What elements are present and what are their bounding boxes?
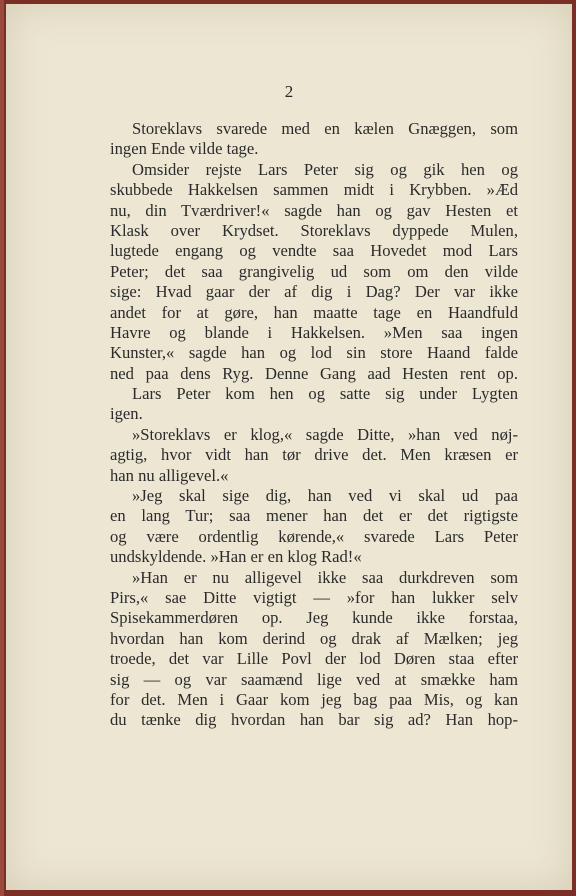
text-line: en lang Tur; saa mener han det er det rigtigste	[110, 506, 518, 526]
text-line: Pirs,« sae Ditte vigtigt — »for han lukker selv	[110, 587, 518, 607]
text-line: sige: Hvad gaar der af dig i Dag? Der var ikke	[110, 282, 518, 302]
text-line: Klask over Krydset. Storeklavs dyppede Mulen,	[110, 220, 518, 240]
text-line: ned paa dens Ryg. Denne Gang aad Hesten rent op.	[110, 363, 518, 383]
text-line: skubbede Hakkelsen sammen midt i Krybben. »Æd	[110, 180, 518, 200]
text-line: Omsider rejste Lars Peter sig og gik hen og	[132, 159, 518, 179]
text-line: »Storeklavs er klog,« sagde Ditte, »han ved nøj-	[132, 424, 518, 444]
body-text	[110, 119, 518, 731]
page-number: 2	[284, 82, 294, 101]
text-line: Storeklavs svarede med en kælen Gnæggen, som	[132, 119, 518, 138]
text-line: Lars Peter kom hen og satte sig under Lygten	[132, 384, 518, 404]
text-line: andet for at gøre, han maatte tage en Haandfuld	[110, 302, 518, 322]
text-line: hvordan han kom derind og drak af Mælken; jeg	[110, 628, 518, 648]
text-line: agtig, hvor vidt han tør drive det. Men kræsen er	[110, 445, 518, 465]
book-spine-edge	[0, 0, 4, 896]
text-line: igen.	[110, 404, 143, 424]
text-line: Peter; det saa grangivelig ud som om den vilde	[110, 261, 518, 281]
text-line: Havre og blande i Hakkelsen. »Men saa ingen	[110, 322, 518, 342]
text-line: han nu alligevel.«	[110, 465, 229, 485]
text-line: »Han er nu alligevel ikke saa durkdreven som	[132, 567, 518, 587]
text-line: ingen Ende vilde tage.	[110, 139, 259, 159]
text-line: Kunster,« sagde han og lod sin store Haand falde	[110, 343, 518, 363]
text-line: nu, din Tværdriver!« sagde han og gav Hesten et	[110, 200, 518, 220]
text-line: for det. Men i Gaar kom jeg bag paa Mis, og kan	[110, 689, 518, 709]
text-line: troede, det var Lille Povl der lod Døren staa efter	[110, 649, 518, 669]
text-line: Spisekammerdøren op. Jeg kunde ikke forstaa,	[110, 608, 518, 628]
text-line: sig — og var saamænd lige ved at smække ham	[110, 669, 518, 689]
text-line: lugtede engang og vendte saa Hovedet mod Lars	[110, 241, 518, 261]
text-line: »Jeg skal sige dig, han ved vi skal ud paa	[132, 486, 518, 506]
text-line: og være ordentlig kørende,« svarede Lars Peter	[110, 526, 518, 546]
text-line: undskyldende. »Han er en klog Rad!«	[110, 547, 362, 567]
text-line: du tænke dig hvordan han bar sig ad? Han hop-	[110, 710, 518, 730]
book-page	[6, 4, 572, 890]
